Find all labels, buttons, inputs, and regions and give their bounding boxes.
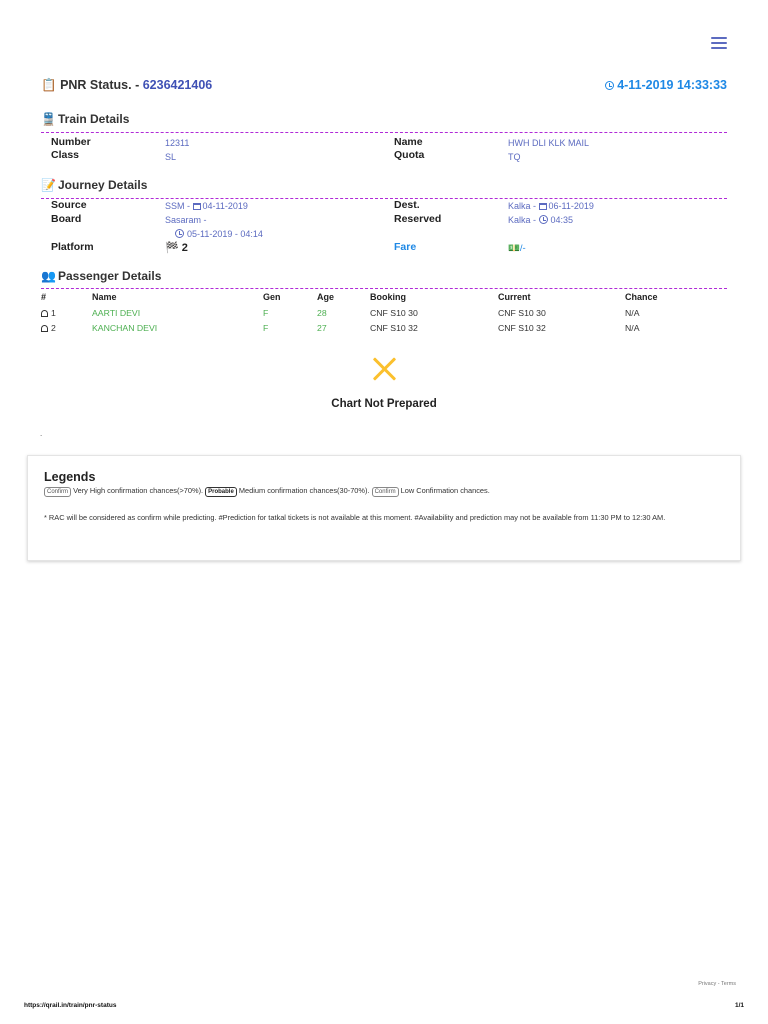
col-header-age: Age [317,292,335,302]
confirm-badge: Confirm [44,487,71,497]
board-time [175,229,263,239]
pnr-title [41,78,212,93]
clock-icon [605,81,614,90]
dot-mark: . [40,429,43,438]
train-icon: 🚆 [41,112,56,126]
quota-value: TQ [508,152,521,162]
dest-date: 06-11-2019 [548,201,594,211]
pnr-label: PNR Status. - [60,78,143,92]
row-age: 28 [317,308,327,318]
user-icon [41,310,48,317]
pnr-header [41,78,727,96]
legends-title: Legends [44,470,96,484]
close-x-icon [371,356,397,382]
col-header-gen: Gen [263,292,281,302]
quota-label: Quota [394,149,425,161]
class-value: SL [165,152,177,162]
edit-document-icon: 📝 [41,178,56,192]
col-header-current: Current [498,292,531,302]
row-gen: F [263,308,269,318]
platform-number: 2 [181,242,188,254]
row-name: KANCHAN DEVI [92,323,158,333]
row-chance: N/A [625,323,640,333]
row-no-text: 2 [51,323,56,333]
passenger-details-title [41,269,161,283]
train-details-divider [41,132,727,133]
money-icon: 💵 [508,243,520,254]
clock-icon [539,215,548,224]
row-age: 27 [317,323,327,333]
legends-line [44,486,490,497]
row-booking: CNF S10 32 [370,323,418,333]
dest-value [508,201,594,211]
probable-badge: Probable [205,487,237,497]
reserved-label: Reserved [394,213,442,225]
hamburger-menu-icon[interactable] [711,37,727,51]
reserved-time: 04:35 [550,215,574,225]
train-number-label: Number [51,136,91,148]
board-value: Sasaram - [165,215,207,225]
source-value [165,201,248,211]
train-name-value: HWH DLI KLK MAIL [508,138,590,148]
row-booking: CNF S10 30 [370,308,418,318]
col-header-no: # [41,292,47,302]
train-name-label: Name [394,136,423,148]
low-badge: Confirm [372,487,399,497]
source-date: 04-11-2019 [202,201,248,211]
platform-value [165,241,188,254]
class-label: Class [51,149,80,161]
dest-station: Kalka - [508,201,539,211]
chart-status: Chart Not Prepared [331,398,437,410]
reserved-station: Kalka - [508,215,539,225]
row-chance: N/A [625,308,640,318]
train-number-value: 12311 [165,138,190,148]
user-icon [41,325,48,332]
confirm-text: Very High confirmation chances(>70%). [71,486,206,495]
board-label: Board [51,213,82,225]
clipboard-icon: 📋 [41,78,57,92]
fare-value [508,243,526,254]
journey-details-heading: Journey Details [58,178,148,192]
row-gen: F [263,323,269,333]
dest-label: Dest. [394,199,420,211]
pnr-datetime [605,78,727,92]
journey-details-title [41,178,147,192]
pnr-datetime-text: 4-11-2019 14:33:33 [617,78,727,92]
pnr-number: 6236421406 [142,78,213,92]
platform-label: Platform [51,241,94,253]
checkered-flag-icon: 🏁 [165,242,179,254]
col-header-booking: Booking [370,292,406,302]
board-time-text: 05-11-2019 - 04:14 [187,229,263,239]
train-details-heading: Train Details [58,112,130,126]
calendar-icon [193,203,201,210]
probable-text: Medium confirmation chances(30-70%). [236,486,372,495]
fare-label: Fare [394,241,417,253]
row-no [41,308,56,318]
row-current: CNF S10 32 [498,323,546,333]
footer-links[interactable]: Privacy - Terms [698,981,736,987]
print-footer-url: https://qrail.in/train/pnr-status [24,1002,117,1009]
fare-amount: /- [519,243,526,254]
col-header-chance: Chance [625,292,658,302]
row-no [41,323,56,333]
reserved-value [508,215,573,225]
legends-note: * RAC will be considered as confirm while predicting. #Prediction for tatkal tickets is not available at this moment. #Availability and prediction may not be available from 11:30 PM to 12:30 AM. [44,513,666,522]
source-station: SSM - [165,201,193,211]
journey-details-divider [41,198,727,199]
users-icon: 👥 [41,269,56,283]
passenger-details-divider [41,288,727,289]
train-details-title [41,112,129,126]
passenger-details-heading: Passenger Details [58,269,162,283]
row-name: AARTI DEVI [92,308,141,318]
source-label: Source [51,199,87,211]
col-header-name: Name [92,292,117,302]
clock-icon [175,229,184,238]
print-footer-page: 1/1 [734,1002,744,1009]
row-no-text: 1 [51,308,56,318]
legends-card [27,455,741,561]
calendar-icon [539,203,547,210]
low-text: Low Confirmation chances. [398,486,490,495]
row-current: CNF S10 30 [498,308,546,318]
